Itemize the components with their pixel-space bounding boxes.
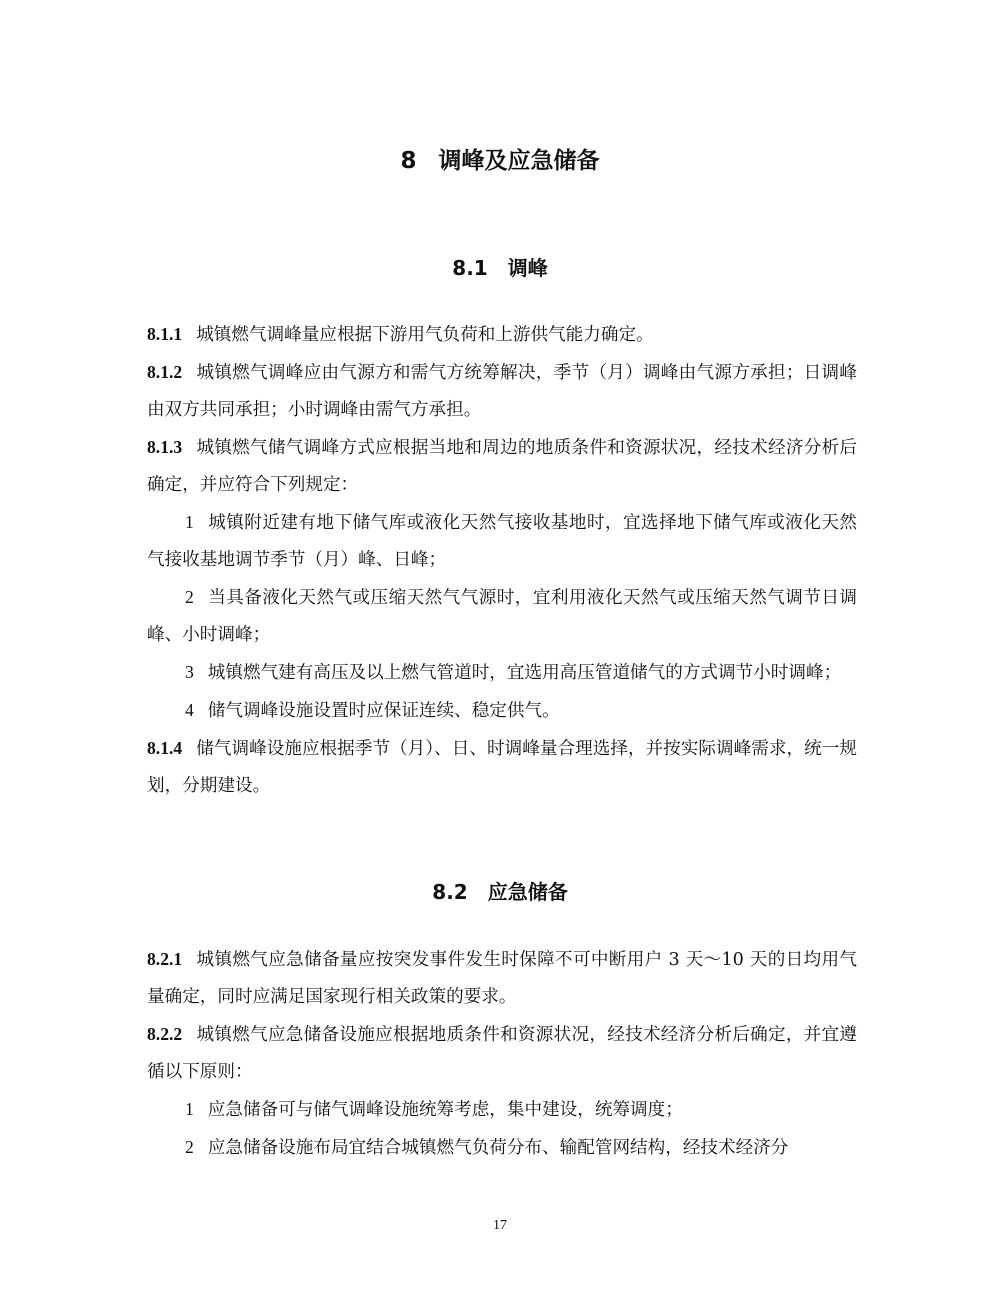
clause-8-2-2 — [147, 1016, 857, 1091]
item-number: 2 — [185, 1137, 194, 1157]
list-item — [147, 1091, 857, 1129]
item-number: 4 — [185, 700, 194, 720]
item-text: 应急储备可与储气调峰设施统筹考虑，集中建设，统筹调度； — [207, 1100, 683, 1120]
section-8-1-body — [147, 316, 857, 805]
item-text: 城镇燃气建有高压及以上燃气管道时，宜选用高压管道储气的方式调节小时调峰； — [207, 663, 842, 683]
section-title-8-2 — [0, 876, 1000, 905]
section-number: 8.1 — [452, 256, 488, 280]
clause-number: 8.1.2 — [147, 362, 183, 382]
item-number: 3 — [185, 662, 194, 682]
clause-number: 8.1.1 — [147, 324, 183, 344]
section-number: 8.2 — [432, 880, 468, 904]
clause-number: 8.2.2 — [147, 1024, 183, 1044]
clause-8-2-1 — [147, 941, 857, 1016]
clause-8-1-1 — [147, 316, 857, 354]
chapter-title — [0, 142, 1000, 175]
clause-number: 8.2.1 — [147, 949, 183, 969]
clause-text: 城镇燃气储气调峰方式应根据当地和周边的地质条件和资源状况，经技术经济分析后确定，并应符合下列规定： — [147, 438, 857, 495]
clause-text: 城镇燃气应急储备设施应根据地质条件和资源状况，经技术经济分析后确定，并宜遵循以下原则： — [147, 1025, 857, 1082]
item-number: 1 — [185, 1099, 194, 1119]
clause-8-1-3 — [147, 429, 857, 504]
list-item — [147, 504, 857, 579]
clause-number: 8.1.4 — [147, 738, 183, 758]
item-number: 1 — [185, 512, 194, 532]
section-8-2-body — [147, 941, 857, 1167]
clause-8-1-4 — [147, 730, 857, 805]
list-item — [147, 579, 857, 654]
clause-text: 城镇燃气调峰量应根据下游用气负荷和上游供气能力确定。 — [196, 325, 654, 345]
list-item — [147, 654, 857, 692]
item-text: 城镇附近建有地下储气库或液化天然气接收基地时，宜选择地下储气库或液化天然气接收基地调节季节（月）峰、日峰； — [147, 513, 857, 570]
clause-number: 8.1.3 — [147, 437, 183, 457]
chapter-number: 8 — [400, 148, 417, 174]
list-item — [147, 1129, 857, 1167]
item-number: 2 — [185, 587, 194, 607]
list-item — [147, 692, 857, 730]
item-text: 储气调峰设施设置时应保证连续、稳定供气。 — [207, 701, 560, 721]
clause-text: 储气调峰设施应根据季节（月）、日、时调峰量合理选择，并按实际调峰需求，统一规划，分期建设。 — [147, 739, 857, 796]
section-title-text: 调峰 — [507, 256, 548, 280]
clause-text: 城镇燃气调峰应由气源方和需气方统筹解决，季节（月）调峰由气源方承担；日调峰由双方共同承担；小时调峰由需气方承担。 — [147, 363, 857, 420]
item-text: 当具备液化天然气或压缩天然气气源时，宜利用液化天然气或压缩天然气调节日调峰、小时调峰； — [147, 588, 857, 645]
page-number: 17 — [493, 1218, 507, 1233]
clause-text: 城镇燃气应急储备量应按突发事件发生时保障不可中断用户 3 天～10 天的日均用气量确定，同时应满足国家现行相关政策的要求。 — [147, 950, 857, 1007]
chapter-title-text: 调峰及应急储备 — [438, 148, 600, 174]
clause-8-1-2 — [147, 354, 857, 429]
item-text: 应急储备设施布局宜结合城镇燃气负荷分布、输配管网结构，经技术经济分 — [207, 1138, 789, 1158]
section-title-text: 应急储备 — [487, 880, 568, 904]
section-title-8-1 — [0, 252, 1000, 281]
